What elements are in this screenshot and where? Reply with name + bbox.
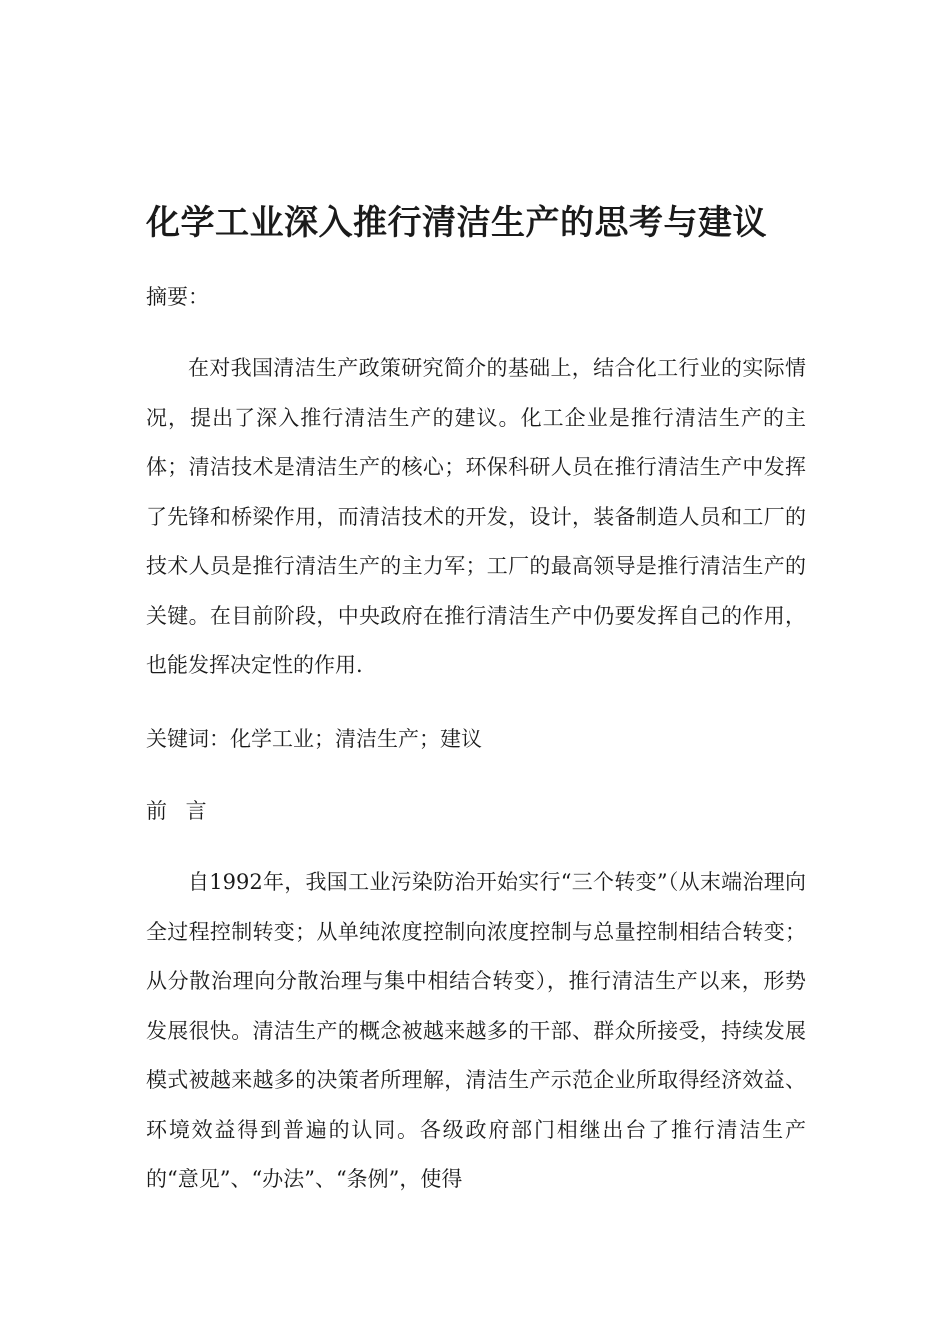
abstract-label: 摘要： — [146, 285, 209, 309]
keywords-line: 关键词：化学工业；清洁生产；建议 — [146, 727, 482, 751]
preface-heading: 前 言 — [146, 799, 213, 823]
document-title: 化学工业深入推行清洁生产的思考与建议 — [146, 203, 767, 243]
abstract-paragraph: 在对我国清洁生产政策研究简介的基础上，结合化工行业的实际情况，提出了深入推行清洁生产的建议。化工企业是推行清洁生产的主体；清洁技术是清洁生产的核心；环保科研人员在推行清洁生产中发挥了先锋和桥梁作用，而清洁技术的开发，设计，装备制造人员和工厂的技术人员是推行清洁生产的主力军；工厂的最高领导是推行清洁生产的关键。在目前阶段，中央政府在推行清洁生产中仍要发挥自己的作用，也能发挥决定性的作用. — [146, 356, 806, 677]
preface-paragraph: 自1992年，我国工业污染防治开始实行“三个转变”（从末端治理向全过程控制转变；从单纯浓度控制向浓度控制与总量控制相结合转变；从分散治理向分散治理与集中相结合转变），推行清洁生产以来，形势发展很快。清洁生产的概念被越来越多的干部、群众所接受，持续发展模式被越来越多的决策者所理解，清洁生产示范企业所取得经济效益、环境效益得到普遍的认同。各级政府部门相继出台了推行清洁生产的“意见”、“办法”、“条例”，使得 — [146, 870, 806, 1191]
